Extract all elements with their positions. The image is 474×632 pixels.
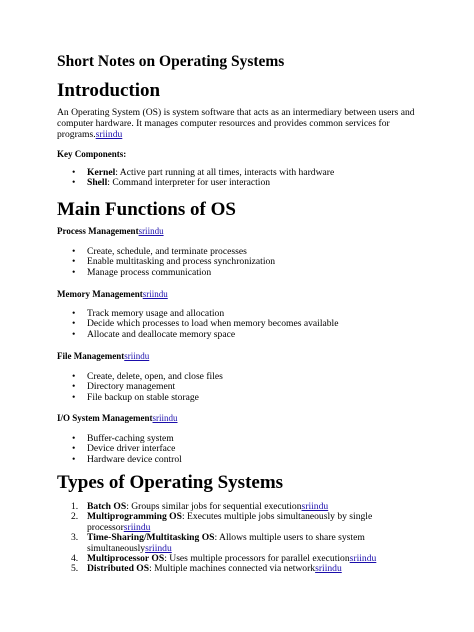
list-item: • Decide which processes to load when memory becomes available bbox=[71, 319, 338, 329]
main-functions-heading: Main Functions of OS bbox=[57, 199, 236, 220]
source-link[interactable]: sriindu bbox=[349, 553, 377, 565]
list-item: • File backup on stable storage bbox=[71, 393, 223, 403]
key-components-label: Key Components: bbox=[57, 149, 127, 159]
process-management-label bbox=[57, 226, 164, 236]
component-desc: : Active part running at all times, interacts with hardware bbox=[115, 167, 335, 178]
type-term: Multiprogramming OS bbox=[87, 511, 182, 523]
memory-management-list bbox=[71, 309, 338, 340]
io-management-list bbox=[71, 434, 182, 465]
item-number: 5. bbox=[71, 563, 79, 575]
list-item: • Directory management bbox=[71, 382, 223, 392]
type-term: Distributed OS bbox=[87, 563, 150, 575]
introduction-heading: Introduction bbox=[57, 80, 161, 101]
list-item: • Create, delete, open, and close files bbox=[71, 372, 223, 382]
item-number: 4. bbox=[71, 553, 79, 565]
source-link[interactable]: sriindu bbox=[123, 521, 151, 533]
list-item bbox=[71, 512, 411, 533]
list-item bbox=[71, 564, 411, 574]
type-desc: : Allows multiple users to share system simultaneously bbox=[87, 532, 365, 554]
type-term: Multiprocessor OS bbox=[87, 553, 165, 565]
item-number: 2. bbox=[71, 511, 79, 523]
os-types-list bbox=[71, 502, 411, 575]
file-management-list bbox=[71, 372, 223, 403]
type-desc: : Executes multiple jobs simultaneously by single processor bbox=[87, 511, 373, 533]
types-heading: Types of Operating Systems bbox=[57, 472, 284, 493]
type-desc: : Multiple machines connected via network bbox=[149, 563, 316, 575]
source-link[interactable]: sriindu bbox=[95, 129, 123, 141]
file-management-label bbox=[57, 351, 149, 361]
source-link[interactable]: sriindu bbox=[315, 563, 342, 575]
source-link[interactable]: sriindu bbox=[145, 542, 172, 554]
section-label-text: Process Management bbox=[57, 226, 139, 236]
list-item: • Manage process communication bbox=[71, 268, 275, 278]
section-label-text: File Management bbox=[57, 351, 125, 361]
section-label-text: Memory Management bbox=[57, 289, 143, 299]
key-components-list bbox=[71, 168, 334, 189]
component-term: Shell bbox=[87, 177, 108, 189]
list-item: • Track memory usage and allocation bbox=[71, 309, 338, 319]
item-number: 1. bbox=[71, 501, 79, 512]
type-term: Batch OS bbox=[87, 501, 127, 512]
source-link[interactable]: sriindu bbox=[142, 289, 168, 299]
list-item bbox=[71, 533, 411, 554]
list-item: • Device driver interface bbox=[71, 444, 182, 454]
component-desc: : Command interpreter for user interaction bbox=[107, 177, 271, 189]
process-management-list bbox=[71, 247, 275, 278]
list-item: • Enable multitasking and process synchronization bbox=[71, 257, 275, 267]
list-item: • Create, schedule, and terminate processes bbox=[71, 247, 275, 257]
type-term: Time-Sharing/Multitasking OS bbox=[87, 532, 215, 544]
document-title: Short Notes on Operating Systems bbox=[57, 53, 285, 70]
intro-text: An Operating System (OS) is system software that acts as an intermediary between users and computer hardware. It manages computer resources and provides common services for programs. bbox=[57, 107, 415, 141]
memory-management-label bbox=[57, 289, 168, 299]
type-desc: : Uses multiple processors for parallel execution bbox=[164, 553, 350, 565]
list-item: • Allocate and deallocate memory space bbox=[71, 330, 338, 340]
source-link[interactable]: sriindu bbox=[124, 351, 150, 361]
list-item: • Hardware device control bbox=[71, 455, 182, 465]
type-desc: : Groups similar jobs for sequential execution bbox=[126, 501, 302, 512]
source-link[interactable]: sriindu bbox=[138, 226, 164, 236]
source-link[interactable]: sriindu bbox=[152, 413, 178, 423]
component-term: Kernel bbox=[87, 167, 116, 178]
source-link[interactable]: sriindu bbox=[301, 501, 329, 512]
io-management-label bbox=[57, 413, 178, 423]
introduction-paragraph bbox=[57, 107, 422, 141]
section-label-text: I/O System Management bbox=[57, 413, 153, 423]
list-item: • Buffer-caching system bbox=[71, 434, 182, 444]
list-item bbox=[71, 178, 334, 188]
item-number: 3. bbox=[71, 532, 79, 544]
